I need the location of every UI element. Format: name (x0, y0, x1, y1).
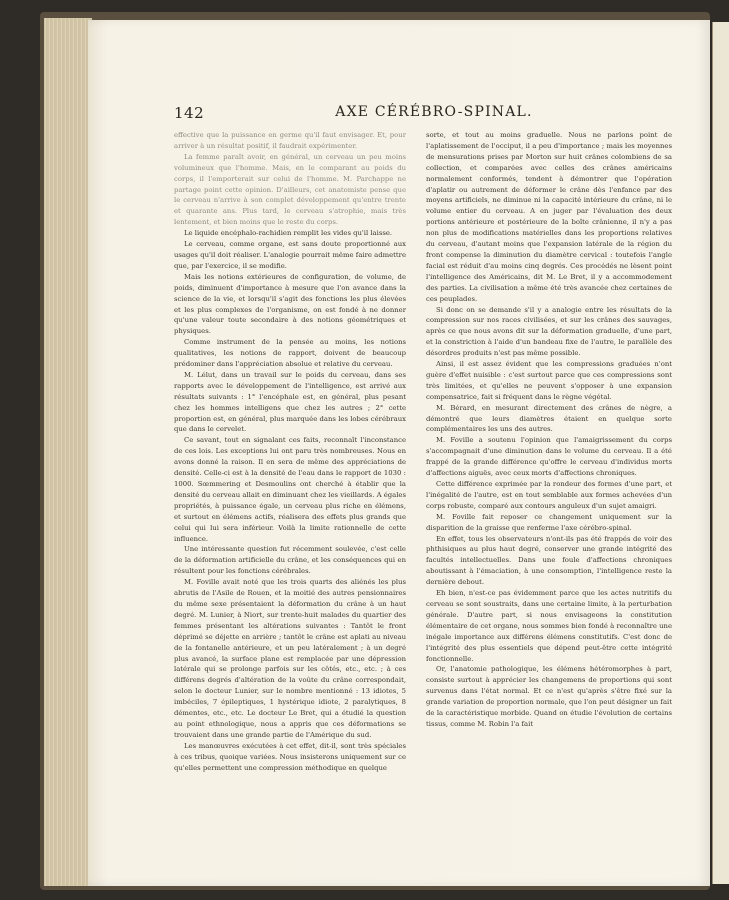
paragraph: Comme instrument de la pensée au moins, les notions qualitatives, les notions de rapport, doivent de beaucoup prédominer dans l'appréciation absolue et relative du cerveau. (174, 338, 406, 369)
paragraph: Ce savant, tout en signalant ces faits, reconnaît l'inconstance de ces lois. Les exceptions lui ont paru très nombreuses. Nous en avons donné la raison. Il en sera de même des appréciations de densité. Celle-ci est à la densité de l'eau dans le rapport de 1030 : 1000. Sœmmering et Desmoulins ont cherché à établir que la densité du cerveau allait en diminuant chez les vieillards. A égales propriétés, à puissance égale, un cerveau plus riche en élémens, et surtout en élémens actifs, réalisera des effets plus grands que celui qui lui sera inférieur. Voilà la limite rationnelle de cette influence. (174, 436, 406, 543)
left-column (174, 130, 406, 773)
page-stack-edge (44, 18, 92, 886)
paragraph: M. Foville a soutenu l'opinion que l'amaigrissement du corps s'accompagnait d'une diminution dans le volume du cerveau. Il a été frappé de la grande différence qu'offre le cerveau d'individus morts d'affections aiguës, avec ceux morts d'affections chroniques. (426, 436, 672, 478)
paragraph: M. Lélut, dans un travail sur le poids du cerveau, dans ses rapports avec le développement de l'intelligence, est arrivé aux résultats suivants : 1° l'encéphale est, en général, plus pesant chez les hommes intelligens que chez les autres ; 2° cette proportion est, en général, plus marquée dans les lobes cérébraux que dans le cervelet. (174, 370, 406, 434)
page-number: 142 (174, 104, 205, 122)
paragraph: Mais les notions extérieures de configuration, de volume, de poids, diminuent d'importance à mesure que l'on avance dans la science de la vie, et lorsqu'il s'agit des fonctions les plus élevées et les plus complexes de l'organisme, on est fondé à ne donner qu'une valeur toute secondaire à des notions géométriques et physiques. (174, 272, 406, 336)
paragraph: Ainsi, il est assez évident que les compressions graduées n'ont guère d'effet nuisible : c'est surtout parce que ces compressions sont très limitées, et qu'elles ne peuvent s'opposer à une expansion compensatrice, fait si fréquent dans le règne végétal. (426, 360, 672, 401)
paragraph: Le liquide encéphalo-rachidien remplit les vides qu'il laisse. (184, 229, 393, 238)
paragraph: Cette différence exprimée par la rondeur des formes d'une part, et l'inégalité de l'autre, est en tout semblable aux formes achevées d'un corps robuste, comparé aux contours anguleux d'un sujet amaigri. (426, 480, 672, 510)
paragraph: M. Foville avait noté que les trois quarts des aliénés les plus abrutis de l'Asile de Rouen, et la moitié des autres pensionnaires du même sexe présentaient la déformation du crâne à un haut degré. M. Lunier, à Niort, sur trente-huit malades du quartier des femmes présentant les altérations suivantes : Tantôt le front déprimé se déjette en arrière ; tantôt le crâne est aplati au niveau de la fontanelle antérieure, et un peu latéralement ; à un degré plus avancé, la surface plane est remplacée par une dépression latérale qui se prolonge parfois sur les côtés, etc., etc. ; à ces différens degrés d'altération de la voûte du crâne correspondait, selon le docteur Lunier, sur le nombre mentionné : 13 idiotes, 5 imbéciles, 7 épileptiques, 1 hystérique idiote, 2 paralytiques, 8 démentes, etc., etc. Le docteur Le Bret, qui a étudié la question au point ethnologique, nous a appris que ces déformations se trouvaient dans une grande partie de l'Amérique du sud. (174, 578, 406, 739)
facing-page-edge (712, 22, 729, 884)
paragraph: La femme paraît avoir, en général, un cerveau un peu moins volumineux que l'homme. Mais, en le comparant au poids du corps, il l'emporterait sur celui de l'homme. M. Parchappe ne partage point cette opinion. D'ailleurs, cet anatomiste pense que le cerveau n'arrive à son complet développement qu'entre trente et quarante ans. Plus tard, le cerveau s'atrophie, mais très lentement, et bien moins que le reste du corps. (174, 152, 406, 227)
right-column (426, 130, 672, 730)
paragraph: Le cerveau, comme organe, est sans doute proportionné aux usages qu'il doit réaliser. L'analogie pourrait même faire admettre que, par l'exercice, il se modifie. (174, 240, 406, 270)
paragraph: effective que la puissance en germe qu'il faut envisager. Et, pour arriver à un résultat positif, il faudrait expérimenter. (174, 131, 406, 150)
paragraph: M. Bérard, en mesurant directement des crânes de nègre, a démontré que leurs diamètres étaient en quelque sorte complémentaires les uns des autres. (426, 403, 672, 434)
paragraph: En effet, tous les observateurs n'ont-ils pas été frappés de voir des phthisiques au plus haut degré, conserver une grande intégrité des facultés intellectuelles. Dans une foule d'affections chroniques aboutissant à l'émaciation, à une consomption, l'intelligence reste la dernière debout. (426, 534, 672, 587)
paragraph: Eh bien, n'est-ce pas évidemment parce que les actes nutritifs du cerveau se sont soustraits, dans une certaine limite, à la perturbation générale. D'autre part, si nous envisageons la constitution élémentaire de cet organe, nous sommes bien fondé à reconnaître une inégale importance aux différens élémens constitutifs. C'est donc de l'intégrité des plus essentiels que dépend peut-être cette intégrité fonctionnelle. (426, 589, 672, 663)
running-title: AXE CÉRÉBRO-SPINAL. (335, 104, 533, 120)
paragraph: M. Foville fait reposer ce changement uniquement sur la disparition de la graisse que renferme l'axe cérébro-spinal. (426, 512, 672, 532)
paragraph: Les manœuvres exécutées à cet effet, dit-il, sont très spéciales à ces tribus, quoique variées. Nous insisterons uniquement sur ce qu'elles permettent une compression méthodique en quelque (174, 741, 406, 772)
page-header (174, 104, 671, 122)
paragraph: Une intéressante question fut récemment soulevée, c'est celle de la déformation artificielle du crâne, et les conséquences qui en résultent pour les fonctions cérébrales. (174, 545, 406, 576)
paragraph: Si donc on se demande s'il y a analogie entre les résultats de la compression sur nos races civilisées, et sur les crânes des sauvages, après ce que nous avons dit sur la déformation graduelle, d'une part, et la constriction à l'aide d'un bandeau fixe de l'autre, le parallèle des désordres produits n'est pas même possible. (426, 305, 672, 358)
paragraph: sorte, et tout au moins graduelle. Nous ne parlons point de l'aplatissement de l'occiput, il a peu d'importance ; mais les moyennes de mensurations prises par Morton sur huit crânes colombiens de sa collection, et comparées avec celles des crânes américains normalement conformés, tendent à démontrer que l'opération d'aplatir ou autrement de déformer le crâne dès l'enfance par des moyens artificiels, ne diminue ni la capacité intérieure du crâne, ni le volume entier du cerveau. A en juger par l'évaluation des deux portions antérieure et postérieure de la boîte crânienne, il n'y a pas non plus de modifications matérielles dans les proportions relatives du cerveau, d'autant moins que l'expansion latérale de la région du front compense la diminution du diamètre cervical : toutefois l'angle facial est réduit d'au moins cinq degrés. Ces procédés ne lèsent point l'intelligence des Américains, dit M. Le Bret, il y a accommodement des parties. La civilisation a même été très avancée chez certaines de ces peuplades. (426, 131, 672, 303)
paragraph: Or, l'anatomie pathologique, les élémens hétéromorphes à part, consiste surtout à apprécier les changemens de proportions qui sont survenus dans l'état normal. Et ce n'est qu'après s'être fixé sur la grande variation de proportion normale, que l'on peut désigner un fait de la caractéristique morbide. Quand on étudie l'évolution de certains tissus, comme M. Robin l'a fait (426, 665, 672, 728)
